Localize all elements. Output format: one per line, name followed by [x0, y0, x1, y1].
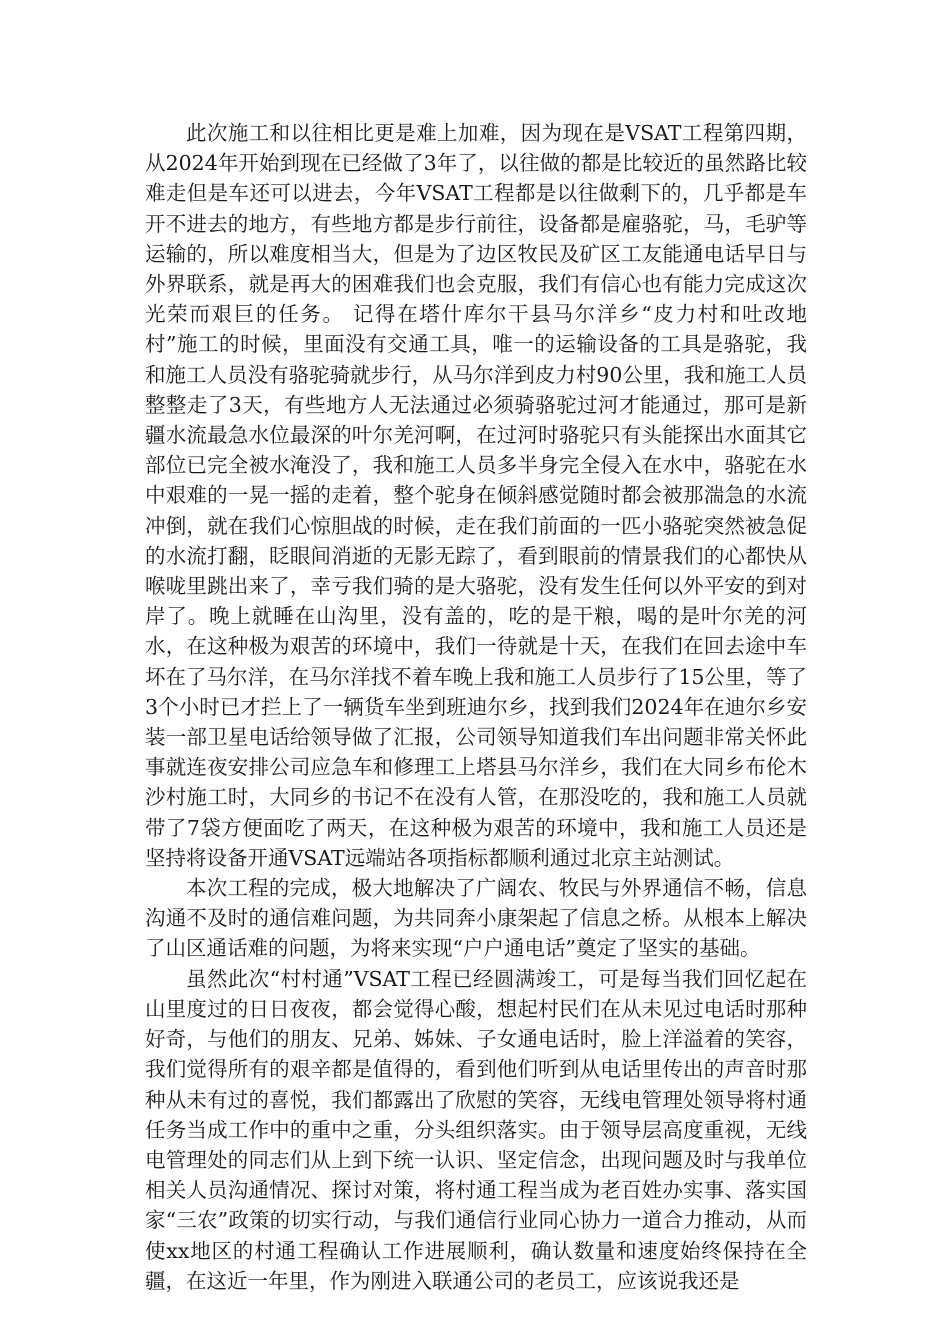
document-body: [145, 118, 807, 1296]
paragraph-reflection: 虽然此次“村村通”VSAT工程已经圆满竣工，可是每当我们回忆起在山里度过的日日夜夜，都会觉得心酸，想起村民们在从未见过电话时那种好奇，与他们的朋友、兄弟、姊妹、子女通电话时，脸上洋溢着的笑容，我们觉得所有的艰辛都是值得的，看到他们听到从电话里传出的声音时那种从未有过的喜悦，我们都露出了欣慰的笑容，无线电管理处领导将村通任务当成工作中的重中之重，分头组织落实。由于领导层高度重视，无线电管理处的同志们从上到下统一认识、坚定信念，出现问题及时与我单位相关人员沟通情况、探讨对策，将村通工程当成为老百姓办实事、落实国家“三农”政策的切实行动，与我们通信行业同心协力一道合力推动，从而使xx地区的村通工程确认工作进展顺利，确认数量和速度始终保持在全疆，在这近一年里，作为刚进入联通公司的老员工，应该说我还是: [145, 966, 807, 1293]
paragraph-project-completion: 本次工程的完成，极大地解决了广阔农、牧民与外界通信不畅，信息沟通不及时的通信难问题，为共同奔小康架起了信息之桥。从根本上解决了山区通话难的问题，为将来实现“户户通电话”奠定了坚实的基础。: [145, 876, 807, 961]
paragraph-construction-story: 此次施工和以往相比更是难上加难，因为现在是VSAT工程第四期，从2024年开始到现在已经做了3年了，以往做的都是比较近的虽然路比较难走但是车还可以进去，今年VSAT工程都是以往做剩下的，几乎都是车开不进去的地方，有些地方都是步行前往，设备都是雇骆驼，马，毛驴等运输的，所以难度相当大，但是为了边区牧民及矿区工友能通电话早日与外界联系，就是再大的困难我们也会克服，我们有信心也有能力完成这次光荣而艰巨的任务。 记得在塔什库尔干县马尔洋乡“皮力村和吐改地村”施工的时候，里面没有交通工具，唯一的运输设备的工具是骆驼，我和施工人员没有骆驼骑就步行，从马尔洋到皮力村90公里，我和施工人员整整走了3天，有些地方人无法通过必须骑骆驼过河才能通过，那可是新疆水流最急水位最深的叶尔羌河啊，在过河时骆驼只有头能探出水面其它部位已完全被水淹没了，我和施工人员多半身完全侵入在水中，骆驼在水中艰难的一晃一摇的走着，整个驼身在倾斜感觉随时都会被那湍急的水流冲倒，就在我们心惊胆战的时候，走在我们前面的一匹小骆驼突然被急促的水流打翻，眨眼间消逝的无影无踪了，看到眼前的情景我们的心都快从喉咙里跳出来了，幸亏我们骑的是大骆驼，没有发生任何以外平安的到对岸了。晚上就睡在山沟里，没有盖的，吃的是干粮，喝的是叶尔羌的河水，在这种极为艰苦的环境中，我们一待就是十天，在我们在回去途中车坏在了马尔洋，在马尔洋找不着车晚上我和施工人员步行了15公里，等了3个小时已才拦上了一辆货车坐到班迪尔乡，找到我们2024年在迪尔乡安装一部卫星电话给领导做了汇报，公司领导知道我们车出问题非常关怀此事就连夜安排公司应急车和修理工上塔县马尔洋乡，我们在大同乡布伦木沙村施工时，大同乡的书记不在没有人管，在那没吃的，我和施工人员就带了7袋方便面吃了两天，在这种极为艰苦的环境中，我和施工人员还是坚持将设备开通VSAT远端站各项指标都顺利通过北京主站测试。: [145, 121, 807, 870]
